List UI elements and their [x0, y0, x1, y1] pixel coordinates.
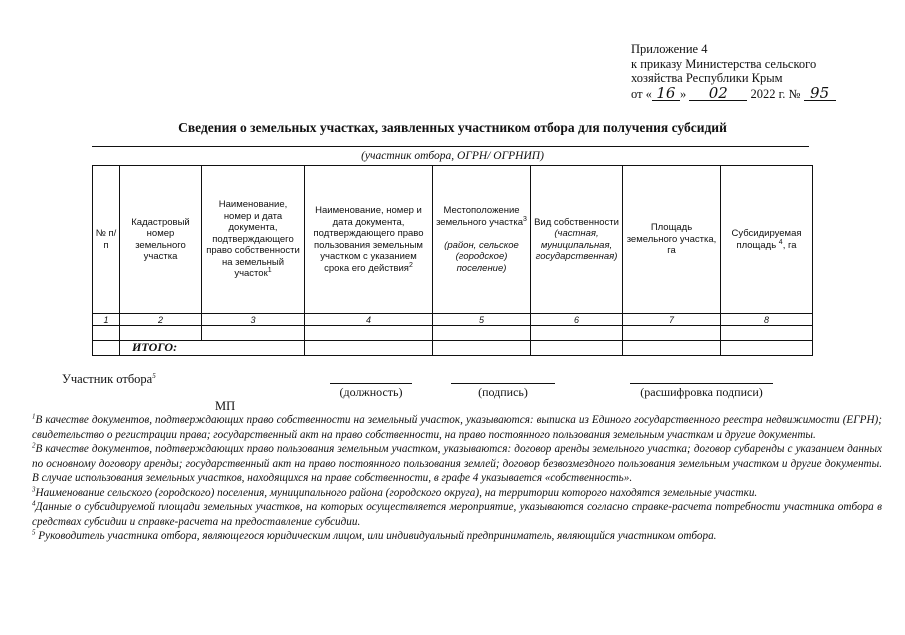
signature-caption: (подпись) — [451, 383, 555, 400]
participant-caption: (участник отбора, ОГРН/ ОГРНИП) — [361, 150, 544, 162]
table-cell — [721, 341, 813, 356]
col-number: 1 — [93, 314, 120, 326]
footnote-5: $^5$ Руководитель участника отбора, являющегося юридическим лицом, или индивидуальный предприниматель, являющийся участником отбора. — [32, 528, 717, 542]
col-number: 4 — [305, 314, 433, 326]
header-ownership-doc: Наименование, номер и дата документа, подтверждающего право собственности на земельный участок$^1$ — [202, 166, 305, 314]
table-cell — [305, 341, 433, 356]
footnote-2: $^2$В качестве документов, подтверждающих право пользования земельным участком, указываются: договор аренды земельного участка; договор субаренды с указанием данных по основному договору аренды; государственный акт на право постоянного пользования землей; договор безвозмездного пользования земельным участком и другие документы. В случае использования земельных участков, находящихся на праве собственности, в графе 4 указывается «собственность». — [32, 441, 882, 484]
col-number: 8 — [721, 314, 813, 326]
date-month: 02 — [689, 86, 747, 102]
appendix-block — [631, 42, 836, 101]
table-cell — [623, 341, 721, 356]
appendix-line-3: хозяйства Республики Крым — [631, 71, 783, 85]
participant-signature-label: Участник отбора$^5$ — [62, 371, 156, 386]
col-number: 2 — [120, 314, 202, 326]
col-number: 5 — [433, 314, 531, 326]
total-row — [93, 341, 813, 356]
appendix-line-2: к приказу Министерства сельского — [631, 56, 817, 71]
header-area: Площадь земельного участка, га — [623, 166, 721, 314]
table-cell — [93, 326, 120, 341]
header-location: Местоположение земельного участка$^3$ (район, сельское (городское) поселение) — [433, 166, 531, 314]
date-day: 16 — [652, 86, 680, 102]
table-cell — [93, 341, 120, 356]
table-cell — [531, 341, 623, 356]
decoding-caption: (расшифровка подписи) — [630, 383, 773, 400]
footnote-3: $^3$Наименование сельского (городского) поселения, муниципального района (городского округа), на территории которого находятся земельные участки. — [32, 484, 758, 499]
appendix-line-1: Приложение 4 — [631, 42, 708, 56]
stamp-place: МП — [215, 399, 236, 413]
position-caption: (должность) — [330, 383, 412, 400]
col-number: 6 — [531, 314, 623, 326]
table-cell — [433, 341, 531, 356]
table-cell — [202, 326, 305, 341]
footnote-1: $^1$В качестве документов, подтверждающих право собственности на земельный участок, указываются: выписка из Единого государственного реестра недвижимости (ЕГРН); свидетельство о регистрации права; государственный акт на право собственности, на право постоянного пользования земельным участкам и другие документы. — [32, 412, 882, 441]
header-usage-doc: Наименование, номер и дата документа, подтверждающего право пользования земельным участком с указанием срока его действия$^2$ — [305, 166, 433, 314]
table-cell — [305, 326, 433, 341]
table-cell — [721, 326, 813, 341]
header-cadastral: Кадастровый номер земельного участка — [120, 166, 202, 314]
footnotes — [32, 413, 882, 544]
table-cell — [623, 326, 721, 341]
table-cell — [120, 326, 202, 341]
table-cell — [531, 326, 623, 341]
date-year: 2022 г. № — [750, 86, 801, 101]
table-row — [93, 326, 813, 341]
document-title: Сведения о земельных участках, заявленных участником отбора для получения субсидий — [178, 120, 727, 135]
col-number: 7 — [623, 314, 721, 326]
appendix-date-line: от « 16 » 02 2022 г. № 95 — [631, 86, 836, 102]
footnote-4: $^4$Данные о субсидируемой площади земельных участков, на которых осуществляется мероприятие, указываются согласно справке-расчета потребности участника отбора в средствах субсидии и справке-расчета на предоставление субсидии. — [32, 499, 882, 528]
participant-line — [92, 146, 809, 147]
order-number: 95 — [804, 86, 836, 102]
col-number: 3 — [202, 314, 305, 326]
header-ownership-type: Вид собственности (частная, муниципальная, государственная) — [531, 166, 623, 314]
header-subsidized-area: Субсидируемая площадь $^4$, га — [721, 166, 813, 314]
column-numbers-row — [93, 314, 813, 326]
table-cell — [433, 326, 531, 341]
table-header-row — [93, 166, 813, 314]
land-plots-table — [92, 165, 813, 356]
header-num: № п/п — [93, 166, 120, 314]
total-label: ИТОГО: — [120, 341, 305, 356]
